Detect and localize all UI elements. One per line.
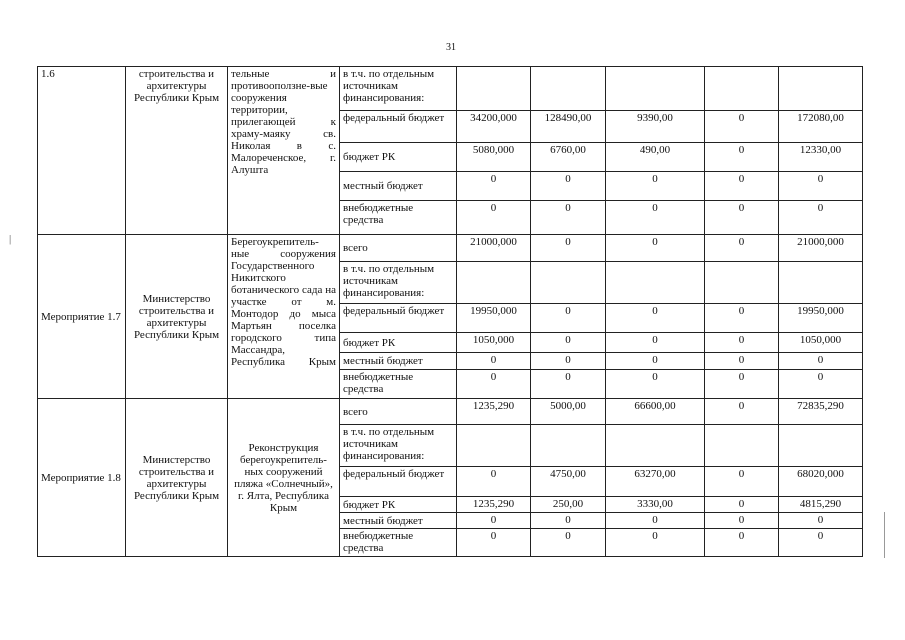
value-cell: 0 [606, 201, 705, 235]
left-margin-marker: | [9, 233, 12, 245]
value-cell: 0 [606, 513, 705, 529]
event-label-cell: Мероприятие 1.7 [38, 235, 126, 399]
value-cell: 5000,00 [531, 399, 606, 425]
value-cell [705, 262, 779, 304]
value-cell [531, 425, 606, 467]
value-cell: 0 [606, 304, 705, 333]
value-cell: 0 [531, 172, 606, 201]
value-cell: 4815,290 [779, 497, 863, 513]
object-description-cell: Реконструкция берегоукрепитель-ных сооружений пляжа «Солнечный», г. Ялта, Республика Крым [228, 399, 340, 557]
value-cell: 0 [705, 201, 779, 235]
funding-source-cell: внебюджетные средства [340, 529, 457, 557]
financing-table [37, 66, 863, 557]
value-cell: 0 [457, 467, 531, 497]
value-cell: 5080,000 [457, 143, 531, 172]
funding-source-cell: внебюджетные средства [340, 370, 457, 399]
value-cell: 0 [457, 529, 531, 557]
value-cell: 63270,00 [606, 467, 705, 497]
value-cell: 0 [457, 513, 531, 529]
value-cell: 0 [705, 497, 779, 513]
value-cell: 0 [531, 201, 606, 235]
value-cell: 68020,000 [779, 467, 863, 497]
value-cell: 172080,00 [779, 111, 863, 143]
funding-source-cell: бюджет РК [340, 333, 457, 353]
value-cell: 3330,00 [606, 497, 705, 513]
funding-source-cell: всего [340, 235, 457, 262]
value-cell [531, 67, 606, 111]
value-cell: 0 [705, 304, 779, 333]
value-cell [531, 262, 606, 304]
value-cell: 0 [779, 201, 863, 235]
value-cell: 0 [531, 333, 606, 353]
value-cell: 72835,290 [779, 399, 863, 425]
value-cell: 19950,000 [779, 304, 863, 333]
value-cell [606, 262, 705, 304]
value-cell: 21000,000 [779, 235, 863, 262]
funding-source-cell: в т.ч. по отдельным источникам финансирования: [340, 425, 457, 467]
funding-source-cell: федеральный бюджет [340, 467, 457, 497]
responsible-cell: Министерство строительства и архитектуры Республики Крым [126, 235, 228, 399]
value-cell: 0 [779, 172, 863, 201]
object-description-cell: Берегоукрепитель-ные сооружения Государственного Никитского ботанического сада на участке от м. Монтодор до мыса Мартьян поселка городского типа Массандра, Республика Крым [228, 235, 340, 399]
value-cell: 0 [606, 529, 705, 557]
event-label-cell: Мероприятие 1.8 [38, 399, 126, 557]
funding-source-cell: бюджет РК [340, 497, 457, 513]
value-cell: 66600,00 [606, 399, 705, 425]
funding-source-cell: в т.ч. по отдельным источникам финансирования: [340, 67, 457, 111]
value-cell: 1050,000 [779, 333, 863, 353]
value-cell: 128490,00 [531, 111, 606, 143]
value-cell: 0 [606, 333, 705, 353]
value-cell: 0 [779, 513, 863, 529]
value-cell: 0 [457, 201, 531, 235]
value-cell: 0 [779, 529, 863, 557]
value-cell [606, 425, 705, 467]
value-cell [457, 262, 531, 304]
value-cell: 0 [705, 529, 779, 557]
funding-source-cell: федеральный бюджет [340, 111, 457, 143]
value-cell: 0 [457, 172, 531, 201]
value-cell [779, 67, 863, 111]
value-cell: 1235,290 [457, 399, 531, 425]
value-cell: 0 [705, 370, 779, 399]
value-cell: 0 [779, 370, 863, 399]
value-cell: 0 [705, 353, 779, 370]
value-cell: 0 [705, 399, 779, 425]
value-cell: 9390,00 [606, 111, 705, 143]
value-cell: 12330,00 [779, 143, 863, 172]
table-row [38, 399, 863, 425]
value-cell: 0 [606, 172, 705, 201]
value-cell: 0 [606, 353, 705, 370]
table-row [38, 67, 863, 111]
value-cell: 0 [531, 235, 606, 262]
responsible-cell: Министерство строительства и архитектуры Республики Крым [126, 399, 228, 557]
value-cell: 0 [606, 235, 705, 262]
value-cell [705, 425, 779, 467]
value-cell: 0 [705, 172, 779, 201]
value-cell: 0 [705, 111, 779, 143]
page-number: 31 [446, 42, 456, 53]
funding-source-cell: в т.ч. по отдельным источникам финансирования: [340, 262, 457, 304]
value-cell: 0 [531, 370, 606, 399]
value-cell: 250,00 [531, 497, 606, 513]
value-cell: 6760,00 [531, 143, 606, 172]
value-cell: 0 [705, 235, 779, 262]
right-margin-mark [884, 512, 885, 558]
event-label-cell: 1.6 [38, 67, 126, 235]
value-cell [779, 262, 863, 304]
value-cell: 0 [705, 143, 779, 172]
value-cell: 0 [457, 370, 531, 399]
table-row [38, 235, 863, 262]
value-cell: 0 [705, 333, 779, 353]
value-cell: 0 [606, 370, 705, 399]
value-cell [779, 425, 863, 467]
value-cell: 490,00 [606, 143, 705, 172]
value-cell [457, 425, 531, 467]
value-cell: 4750,00 [531, 467, 606, 497]
funding-source-cell: местный бюджет [340, 353, 457, 370]
value-cell: 0 [457, 353, 531, 370]
funding-source-cell: федеральный бюджет [340, 304, 457, 333]
funding-source-cell: внебюджетные средства [340, 201, 457, 235]
funding-source-cell: бюджет РК [340, 143, 457, 172]
value-cell: 1050,000 [457, 333, 531, 353]
value-cell: 0 [531, 304, 606, 333]
value-cell: 0 [705, 513, 779, 529]
value-cell: 19950,000 [457, 304, 531, 333]
funding-source-cell: местный бюджет [340, 172, 457, 201]
value-cell: 34200,000 [457, 111, 531, 143]
value-cell [457, 67, 531, 111]
object-description-cell: тельные и противооползне-вые сооружения территории, прилегающей к храму-маяку св. Николая в с. Малореченское, г. Алушта [228, 67, 340, 235]
value-cell: 1235,290 [457, 497, 531, 513]
value-cell: 0 [779, 353, 863, 370]
value-cell: 0 [531, 353, 606, 370]
value-cell: 0 [531, 513, 606, 529]
value-cell [606, 67, 705, 111]
funding-source-cell: всего [340, 399, 457, 425]
value-cell: 0 [531, 529, 606, 557]
responsible-cell: строительства и архитектуры Республики Крым [126, 67, 228, 235]
value-cell [705, 67, 779, 111]
funding-source-cell: местный бюджет [340, 513, 457, 529]
value-cell: 21000,000 [457, 235, 531, 262]
value-cell: 0 [705, 467, 779, 497]
